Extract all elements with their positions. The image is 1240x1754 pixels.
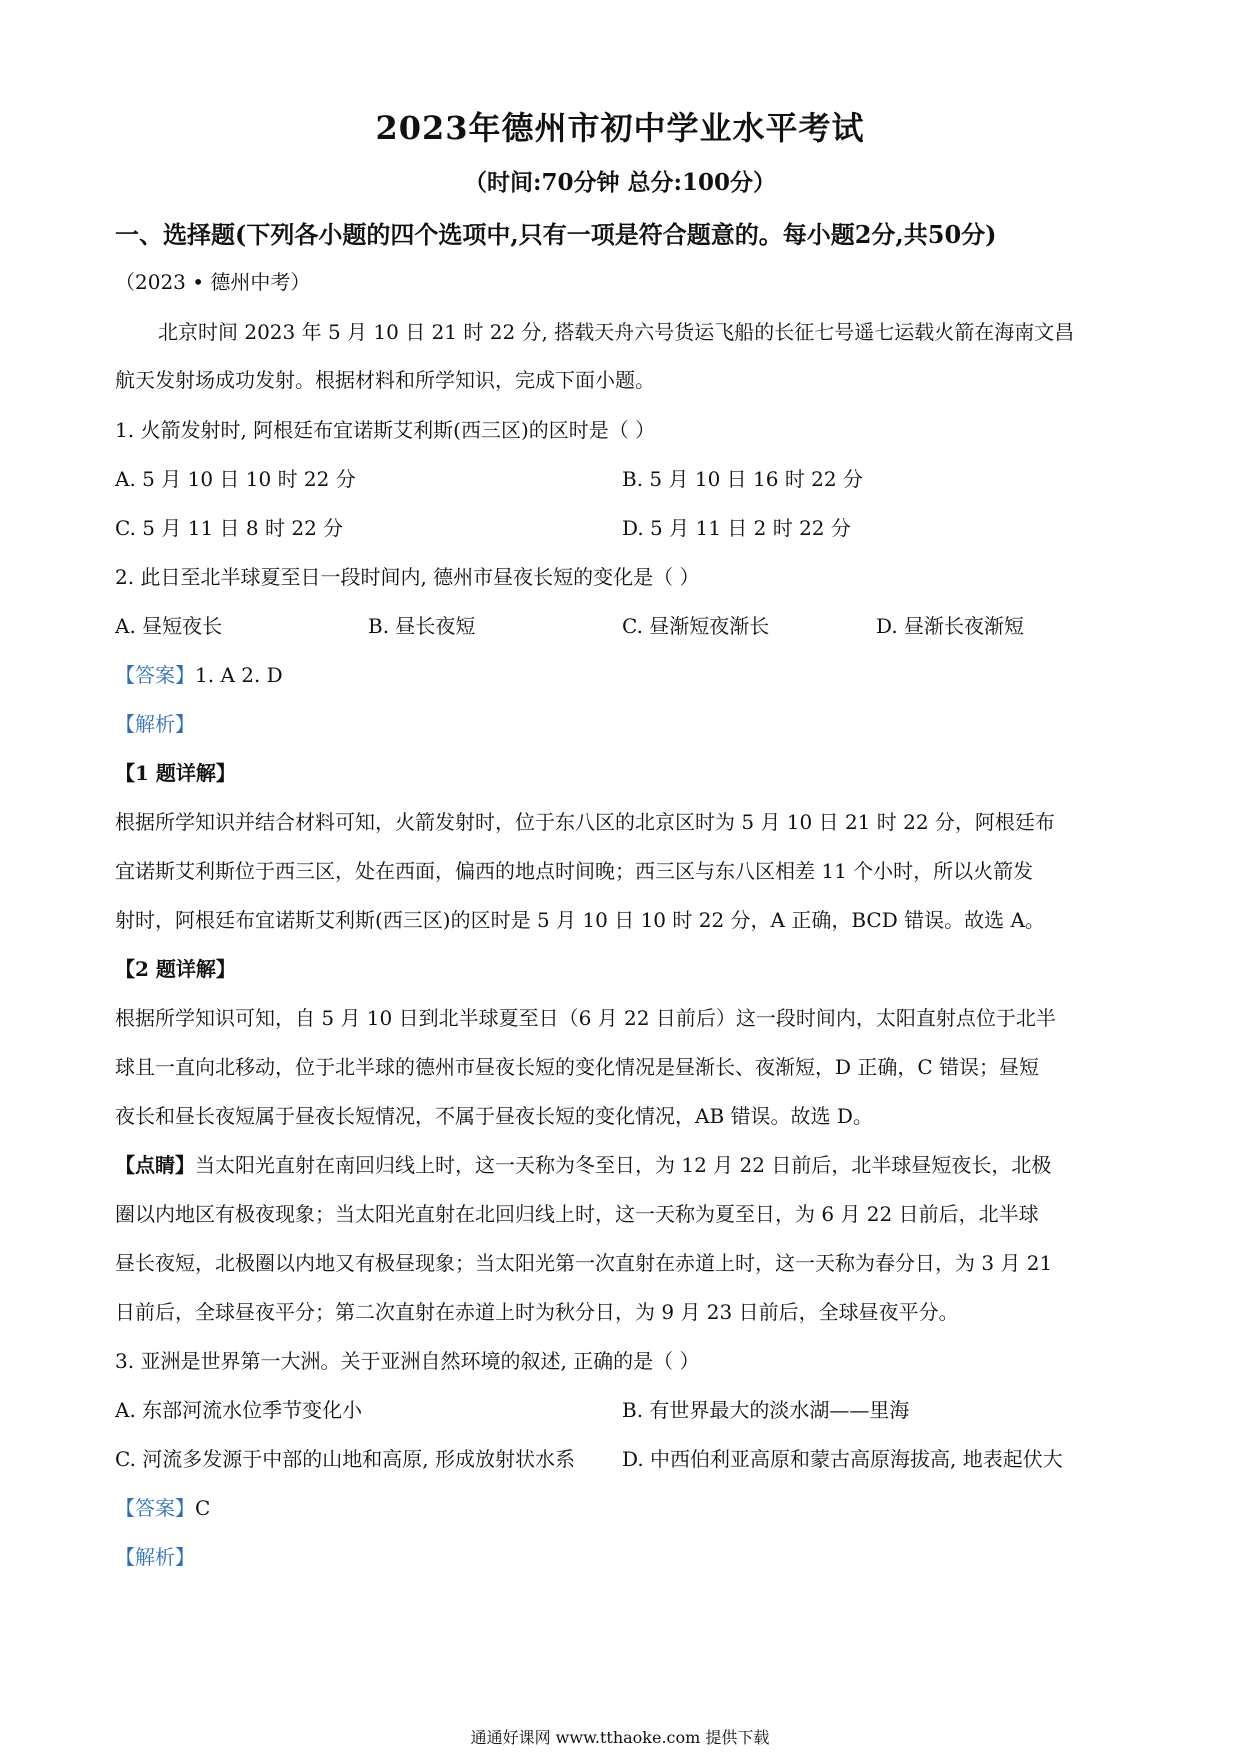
q3-option-d: D. 中西伯利亚高原和蒙古高原海拔高, 地表起伏大 (622, 1447, 1063, 1471)
q3-option-a: A. 东部河流水位季节变化小 (115, 1398, 363, 1422)
tip-line: 昼长夜短，北极圈以内地又有极昼现象；当太阳光第一次直射在赤道上时，这一天称为春分日，为 3 月 21 (115, 1251, 1053, 1275)
answer-text: 1. A 2. D (195, 663, 283, 687)
section-heading: 一、选择题(下列各小题的四个选项中,只有一项是符合题意的。每小题2分,共50分) (115, 220, 997, 249)
q2-option-b: B. 昼长夜短 (368, 614, 476, 638)
detail-2-label: 【2 题详解】 (115, 957, 236, 981)
answer-block (115, 659, 283, 691)
tip-block (115, 1149, 1051, 1181)
detail-1-line: 宜诺斯艾利斯位于西三区，处在西面，偏西的地点时间晚；西三区与东八区相差 11 个小时，所以火箭发 (115, 859, 1034, 883)
detail-2-line: 夜长和昼长夜短属于昼夜长短情况，不属于昼夜长短的变化情况，AB 错误。故选 D。 (115, 1104, 873, 1128)
analysis-label (115, 1541, 195, 1573)
material-line: 北京时间 2023 年 5 月 10 日 21 时 22 分, 搭载天舟六号货运飞船的长征七号遥七运载火箭在海南文昌 (158, 320, 1075, 344)
detail-1-line: 射时，阿根廷布宜诺斯艾利斯(西三区)的区时是 5 月 10 日 10 时 22 分，A 正确，BCD 错误。故选 A。 (115, 908, 1045, 932)
answer-label: 【答案】 (115, 663, 195, 687)
q2-option-c: C. 昼渐短夜渐长 (622, 614, 770, 638)
page-footer: 通通好课网 www.tthaoke.com 提供下载 (470, 1728, 770, 1747)
answer-block (115, 1492, 210, 1524)
tip-line: 当太阳光直射在南回归线上时，这一天称为冬至日，为 12 月 22 日前后，北半球昼短夜长，北极 (195, 1153, 1052, 1177)
q1-option-b: B. 5 月 10 日 16 时 22 分 (622, 467, 863, 491)
answer-label: 【答案】 (115, 1496, 195, 1520)
exam-info: （时间:70分钟 总分:100分） (463, 169, 776, 196)
q1-option-d: D. 5 月 11 日 2 时 22 分 (622, 516, 851, 540)
question-2-stem: 2. 此日至北半球夏至日一段时间内, 德州市昼夜长短的变化是（ ） (115, 565, 700, 589)
tip-label: 【点睛】 (115, 1153, 195, 1177)
question-3-stem: 3. 亚洲是世界第一大洲。关于亚洲自然环境的叙述, 正确的是（ ） (115, 1349, 700, 1373)
detail-2-line: 根据所学知识可知，自 5 月 10 日到北半球夏至日（6 月 22 日前后）这一段时间内，太阳直射点位于北半 (115, 1006, 1056, 1030)
analysis-label (115, 708, 195, 740)
answer-text: C (195, 1496, 211, 1520)
q1-option-c: C. 5 月 11 日 8 时 22 分 (115, 516, 344, 540)
q2-option-d: D. 昼渐长夜渐短 (876, 614, 1025, 638)
detail-1-label: 【1 题详解】 (115, 761, 236, 785)
detail-1-line: 根据所学知识并结合材料可知，火箭发射时，位于东八区的北京区时为 5 月 10 日 21 时 22 分，阿根廷布 (115, 810, 1055, 834)
material-line: 航天发射场成功发射。根据材料和所学知识，完成下面小题。 (115, 368, 655, 392)
tip-line: 圈以内地区有极夜现象；当太阳光直射在北回归线上时，这一天称为夏至日，为 6 月 22 日前后，北半球 (115, 1202, 1039, 1226)
tip-line: 日前后，全球昼夜平分；第二次直射在赤道上时为秋分日，为 9 月 23 日前后，全球昼夜平分。 (115, 1300, 959, 1324)
analysis-label-text: 【解析】 (115, 712, 195, 736)
question-1-stem: 1. 火箭发射时, 阿根廷布宜诺斯艾利斯(西三区)的区时是（ ） (115, 418, 656, 442)
q3-option-c: C. 河流多发源于中部的山地和高原, 形成放射状水系 (115, 1447, 576, 1471)
analysis-label-text: 【解析】 (115, 1545, 195, 1569)
q3-option-b: B. 有世界最大的淡水湖——里海 (622, 1398, 910, 1422)
source-note: （2023 • 德州中考） (115, 270, 311, 294)
q1-option-a: A. 5 月 10 日 10 时 22 分 (115, 467, 356, 491)
detail-2-line: 球且一直向北移动，位于北半球的德州市昼夜长短的变化情况是昼渐长、夜渐短，D 正确，C 错误；昼短 (115, 1055, 1040, 1079)
q2-option-a: A. 昼短夜长 (115, 614, 223, 638)
page-title: 2023年德州市初中学业水平考试 (375, 109, 865, 147)
